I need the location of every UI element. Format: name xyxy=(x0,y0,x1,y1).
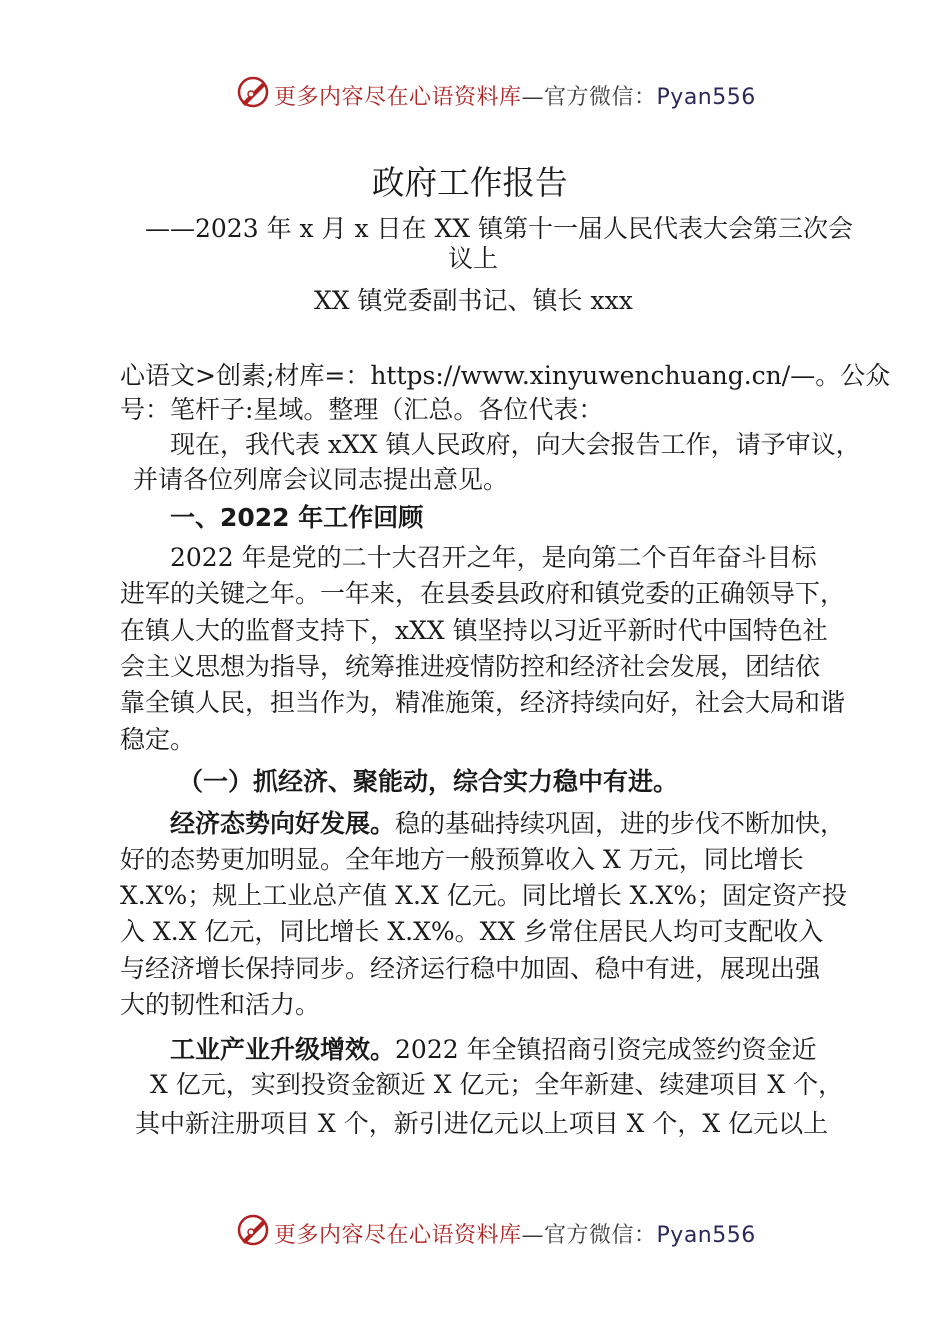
body-line: 与经济增长保持同步。经济运行稳中加固、稳中有进，展现出强 xyxy=(120,954,821,983)
subtitle-line-1: ——2023 年 x 月 x 日在 XX 镇第十一届人民代表大会第三次会 xyxy=(145,214,854,243)
body-line: 在镇人大的监督支持下，xXX 镇坚持以习近平新时代中国特色社 xyxy=(120,616,828,645)
body-line: 2022 年是党的二十大召开之年，是向第二个百年奋斗目标 xyxy=(170,543,817,572)
subsection-heading-1: （一）抓经济、聚能动，综合实力稳中有进。 xyxy=(178,767,679,796)
body-line: 号：笔杆子:星域。整理（汇总。各位代表： xyxy=(120,395,604,424)
body-line: 心语文>创素;材库=：https://www.xinyuwenchuang.cn/—。公众 xyxy=(120,361,891,390)
body-line: 稳定。 xyxy=(120,725,196,754)
body-line: X 亿元，实到投资金额近 X 亿元；全年新建、续建项目 X 个， xyxy=(150,1070,844,1099)
section-heading-1: 一、2022 年工作回顾 xyxy=(170,503,424,532)
body-line: 靠全镇人民，担当作为，精准施策，经济持续向好，社会大局和谐 xyxy=(120,688,846,717)
body-line: 进军的关键之年。一年来，在县委县政府和镇党委的正确领导下， xyxy=(120,579,846,608)
subtitle-line-2: 议上 xyxy=(448,244,499,273)
body-line: 并请各位列席会议同志提出意见。 xyxy=(133,465,509,494)
pen-circle-logo-icon xyxy=(236,75,270,109)
body-line: 现在，我代表 xXX 镇人民政府，向大会报告工作，请予审议， xyxy=(170,430,861,459)
pen-circle-logo-icon xyxy=(236,1213,270,1247)
body-line: 其中新注册项目 X 个，新引进亿元以上项目 X 个，X 亿元以上 xyxy=(135,1109,829,1138)
body-line: 入 X.X 亿元，同比增长 X.X%。XX 乡常住居民人均可支配收入 xyxy=(120,917,824,946)
body-line: 好的态势更加明显。全年地方一般预算收入 X 万元，同比增长 xyxy=(120,845,804,874)
author-line: XX 镇党委副书记、镇长 xxx xyxy=(314,286,633,315)
paragraph-line: 经济态势向好发展。稳的基础持续巩固，进的步伐不断加快， xyxy=(170,809,846,838)
body-line: X.X%；规上工业总产值 X.X 亿元。同比增长 X.X%；固定资产投 xyxy=(120,881,847,910)
header-banner xyxy=(0,75,950,115)
paragraph-lead: 经济态势向好发展。 xyxy=(170,809,396,838)
paragraph-line: 工业产业升级增效。2022 年全镇招商引资完成签约资金近 xyxy=(170,1035,817,1064)
banner-text: 更多内容尽在心语资料库—官方微信：Pyan556 xyxy=(274,1223,756,1248)
body-line: 大的韧性和活力。 xyxy=(120,990,321,1019)
banner-text: 更多内容尽在心语资料库—官方微信：Pyan556 xyxy=(274,85,756,110)
document-title: 政府工作报告 xyxy=(371,163,568,202)
body-line: 会主义思想为指导，统筹推进疫情防控和经济社会发展，团结依 xyxy=(120,652,821,681)
paragraph-lead: 工业产业升级增效。 xyxy=(170,1035,396,1064)
footer-banner xyxy=(0,1213,950,1253)
